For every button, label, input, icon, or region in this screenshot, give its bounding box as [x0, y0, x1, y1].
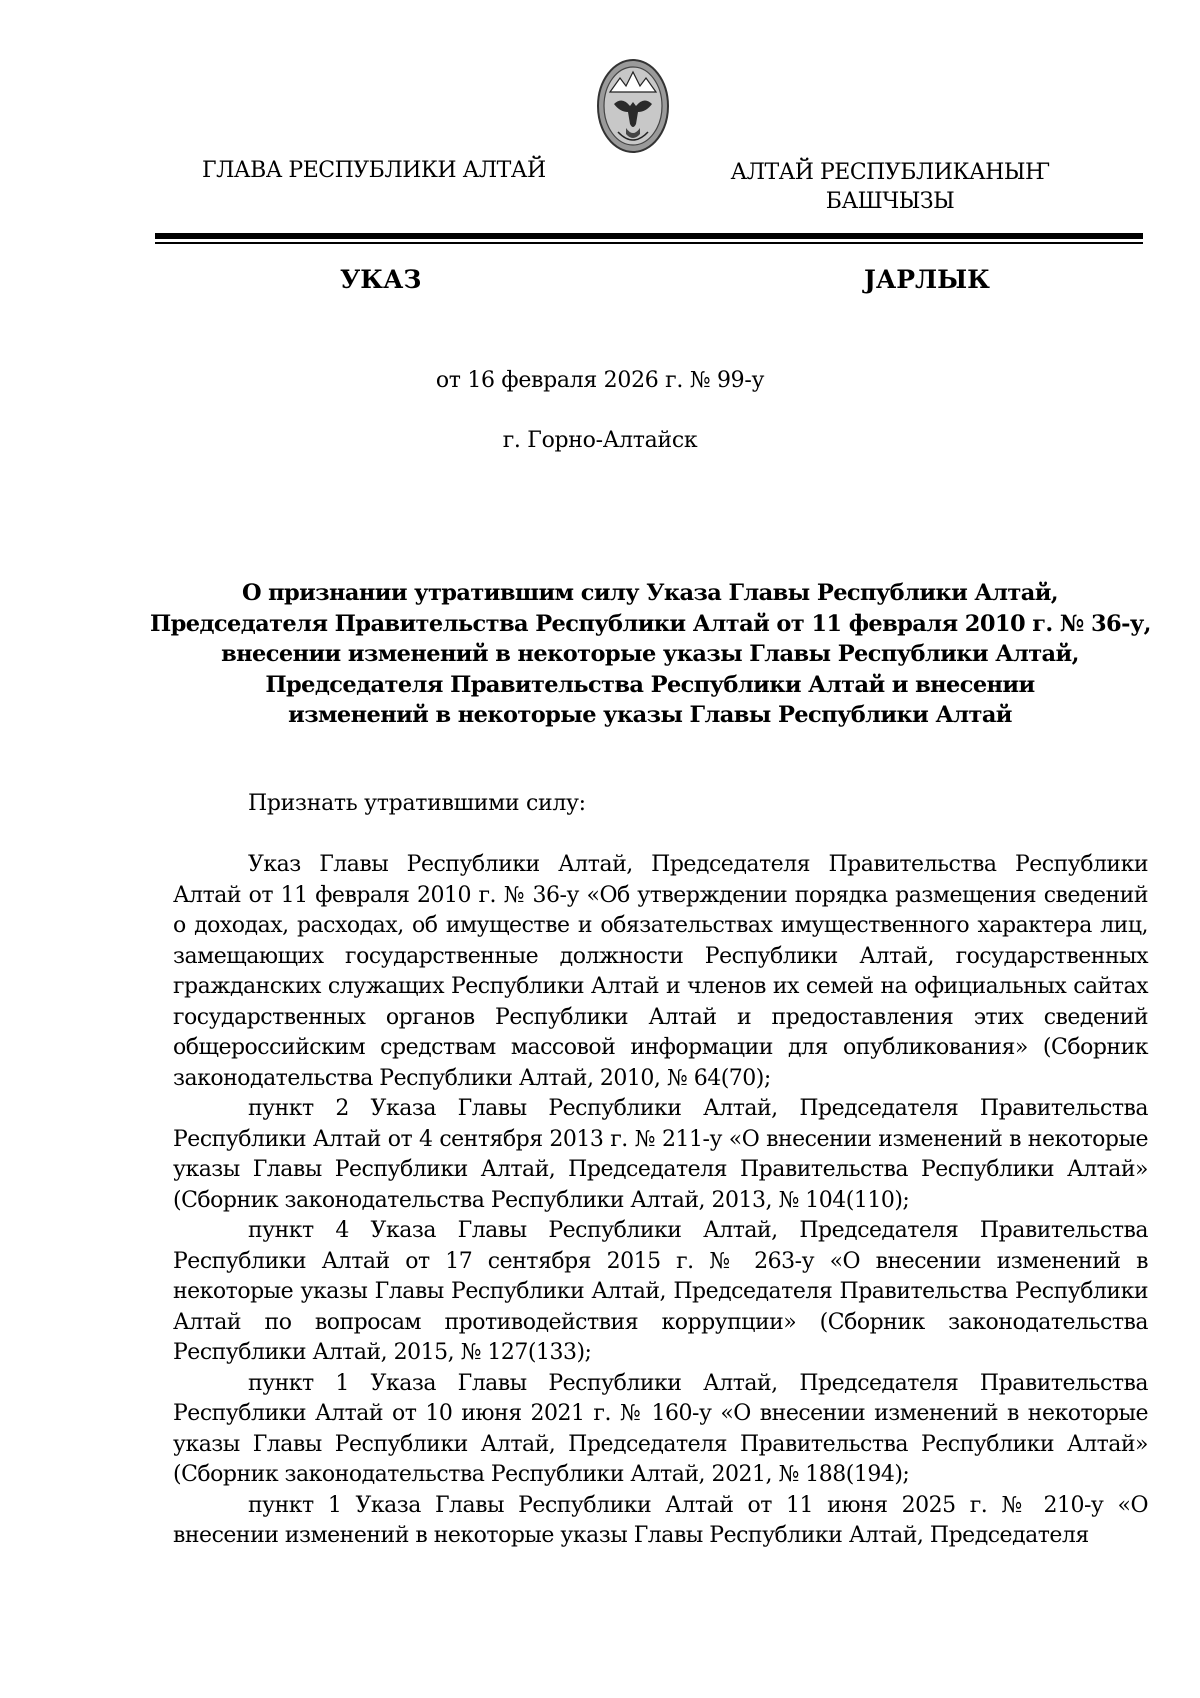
doc-type-altai: ЈАРЛЫК	[864, 265, 990, 294]
body-paragraph: пункт 2 Указа Главы Республики Алтай, Председателя Правительства Республики Алтай от 4 сентября 2013 г. № 211-у «О внесении изменений в некоторые указы Главы Республики Алтай, Председателя Правительства Республики Алтай» (Сборник законодательства Республики Алтай, 2013, № 104(110);	[173, 1096, 1148, 1213]
city: г. Горно-Алтайск	[502, 428, 698, 453]
document-subject	[150, 578, 1150, 731]
issuer-title-altai	[700, 158, 1080, 216]
body-paragraph: пункт 4 Указа Главы Республики Алтай, Председателя Правительства Республики Алтай от 17 сентября 2015 г. № 263-у «О внесении изменений в некоторые указы Главы Республики Алтай, Председателя Правительства Республики Алтай по вопросам противодействия коррупции» (Сборник законодательства Республики Алтай, 2015, № 127(133);	[173, 1218, 1148, 1365]
issuer-title-altai-line2: БАШЧЫЗЫ	[825, 189, 955, 214]
subject-line: Председателя Правительства Республики Алтай и внесении	[265, 671, 1035, 698]
issuer-title-russian: ГЛАВА РЕСПУБЛИКИ АЛТАЙ	[202, 158, 546, 183]
body-paragraph: пункт 1 Указа Главы Республики Алтай, Председателя Правительства Республики Алтай от 10 июня 2021 г. № 160-у «О внесении изменений в некоторые указы Главы Республики Алтай, Председателя Правительства Республики Алтай» (Сборник законодательства Республики Алтай, 2021, № 188(194);	[173, 1370, 1148, 1487]
coat-of-arms-icon	[596, 58, 670, 154]
header-rule-thin	[155, 242, 1143, 244]
subject-line: внесении изменений в некоторые указы Главы Республики Алтай,	[221, 641, 1079, 667]
doc-type-russian: УКАЗ	[340, 265, 422, 294]
header-rule-thick	[155, 233, 1143, 239]
subject-line: Председателя Правительства Республики Алтай от 11 февраля 2010 г. № 36-у,	[150, 610, 1151, 637]
body-paragraph: Указ Главы Республики Алтай, Председателя Правительства Республики Алтай от 11 февраля 2010 г. № 36-у «Об утверждении порядка размещения сведений о доходах, расходах, об имуществе и обязательствах имущественного характера лиц, замещающих государственные должности Республики Алтай, государственных гражданских служащих Республики Алтай и членов их семей на официальных сайтах государственных органов Республики Алтай и предоставления этих сведений общероссийским средствам массовой информации для опубликования» (Сборник законодательства Республики Алтай, 2010, № 64(70);	[173, 852, 1148, 1091]
subject-line: О признании утратившим силу Указа Главы Республики Алтай,	[241, 580, 1059, 606]
subject-line: изменений в некоторые указы Главы Республики Алтай	[288, 702, 1012, 728]
issuer-title-altai-line1: АЛТАЙ РЕСПУБЛИКАНЫҤ	[730, 160, 1050, 185]
body-paragraph: пункт 1 Указа Главы Республики Алтай от 11 июня 2025 г. № 210-у «О внесении изменений в некоторые указы Главы Республики Алтай, Председателя	[173, 1492, 1148, 1548]
date-and-number: от 16 февраля 2026 г. № 99-у	[435, 368, 765, 393]
intro-text: Признать утратившими силу:	[248, 791, 586, 816]
document-body	[173, 850, 1148, 1552]
